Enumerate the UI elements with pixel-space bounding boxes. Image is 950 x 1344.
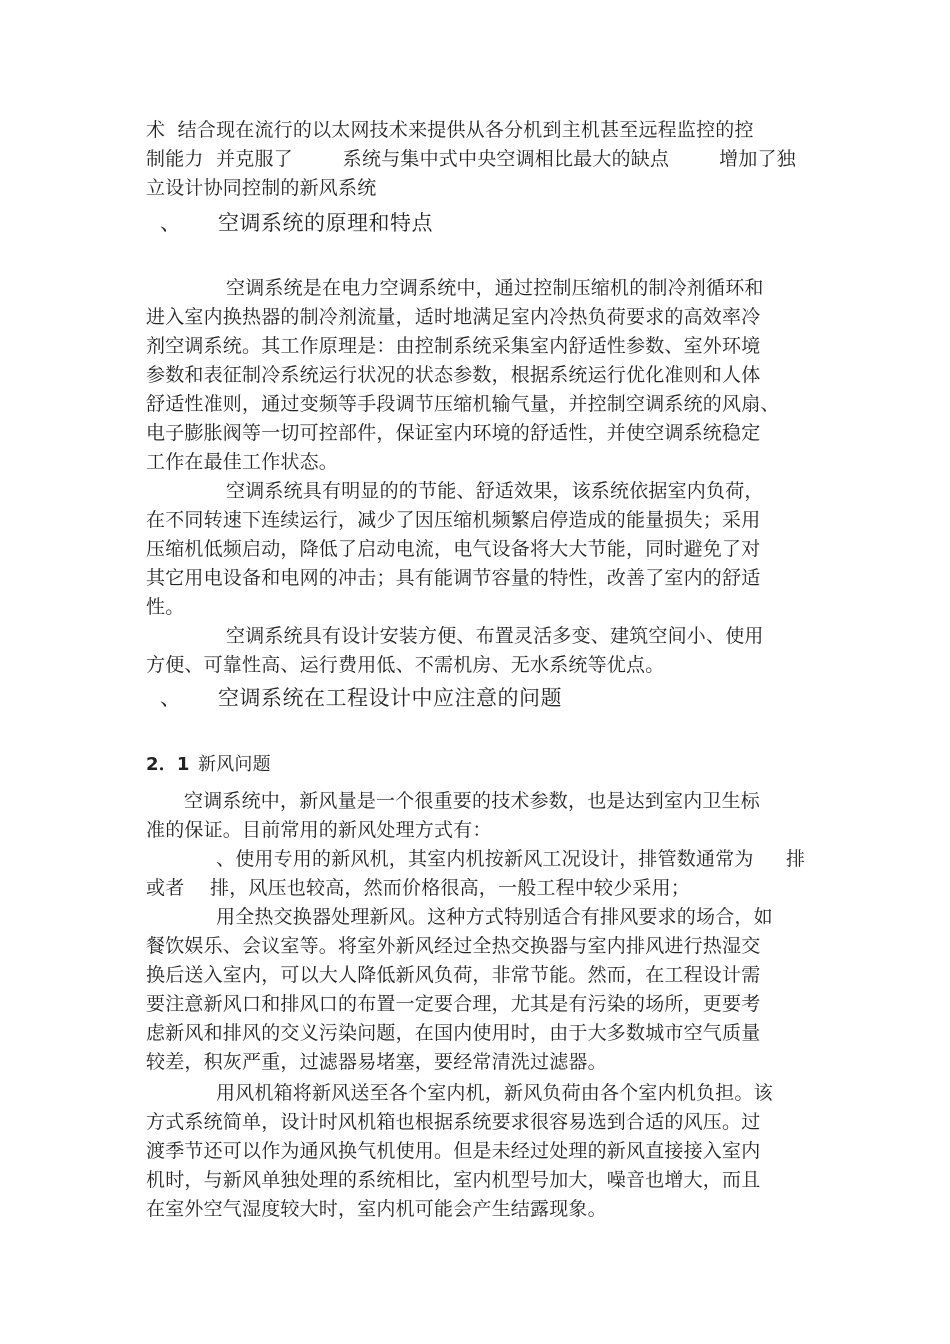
paragraph-line: 虑新风和排风的交义污染问题，在国内使用时，由于大多数城市空气质量 <box>146 1022 761 1044</box>
paragraph-line: 舒适性准则，通过变频等手段调节压缩机输气量，并控制空调系统的风扇、 <box>146 393 780 415</box>
section-number: 、 <box>160 211 182 235</box>
paragraph-line: 工作在最佳工作状态。 <box>146 451 339 473</box>
section-number: 、 <box>160 686 182 710</box>
section-heading: 空调系统的原理和特点 <box>218 211 433 235</box>
subsection-number: 2．1 <box>146 754 190 775</box>
paragraph-line: 准的保证。目前常用的新风处理方式有： <box>146 819 492 841</box>
paragraph-line: 方式系统简单，设计时风机箱也根据系统要求很容易选到合适的风压。过 <box>146 1111 761 1133</box>
subsection-heading: 新风问题 <box>198 754 271 775</box>
paragraph-line: 空调系统具有设计安装方便、布置灵活多变、建筑空间小、使用 <box>226 625 764 647</box>
paragraph-line: 用风机箱将新风送至各个室内机，新风负荷由各个室内机负担。该 <box>216 1082 773 1104</box>
section-heading: 空调系统在工程设计中应注意的问题 <box>218 686 562 710</box>
paragraph-line: 用全热交换器处理新风。这种方式特别适合有排风要求的场合，如 <box>216 906 773 928</box>
paragraph-line: 要注意新风口和排风口的布置一定要合理，尤其是有污染的场所，更要考 <box>146 993 761 1015</box>
list-item-line: 或者 <box>146 877 185 899</box>
paragraph-line: 进入室内换热器的制冷剂流量，适时地满足室内冷热负荷要求的高效率冷 <box>146 306 761 328</box>
paragraph-line: 在室外空气湿度较大时，室内机可能会产生结露现象。 <box>146 1198 607 1220</box>
paragraph-line: 剂空调系统。其工作原理是：由控制系统采集室内舒适性参数、室外环境 <box>146 335 761 357</box>
intro-line: 术 结合现在流行的以太网技术来提供从各分机到主机甚至远程监控的控 <box>146 119 754 141</box>
paragraph-line: 其它用电设备和电网的冲击；具有能调节容量的特性，改善了室内的舒适 <box>146 567 761 589</box>
paragraph-line: 空调系统是在电力空调系统中，通过控制压缩机的制冷剂循环和 <box>226 277 764 299</box>
paragraph-line: 性。 <box>146 596 185 618</box>
intro-line: 立设计协同控制的新风系统 <box>146 177 377 199</box>
paragraph-line: 电子膨胀阀等一切可控部件，保证室内环境的舒适性，并使空调系统稳定 <box>146 422 761 444</box>
paragraph-line: 餐饮娱乐、会议室等。将室外新风经过全热交换器与室内排风进行热湿交 <box>146 935 761 957</box>
paragraph-line: 空调系统中，新风量是一个很重要的技术参数，也是达到室内卫生标 <box>184 790 761 812</box>
paragraph-line: 参数和表征制冷系统运行状况的状态参数，根据系统运行优化准则和人体 <box>146 364 761 386</box>
paragraph-line: 空调系统具有明显的的节能、舒适效果，该系统依据室内负荷， <box>226 480 764 502</box>
paragraph-line: 方便、可靠性高、运行费用低、不需机房、无水系统等优点。 <box>146 654 665 676</box>
intro-line: 制能力 并克服了 系统与集中式中央空调相比最大的缺点 增加了独 <box>146 148 796 170</box>
paragraph-line: 在不同转速下连续运行，减少了因压缩机频繁启停造成的能量损失；采用 <box>146 509 761 531</box>
paragraph-line: 渡季节还可以作为通风换气机使用。但是未经过处理的新风直接接入室内 <box>146 1140 761 1162</box>
paragraph-line: 机时，与新风单独处理的系统相比，室内机型号加大，噪音也增大，而且 <box>146 1169 761 1191</box>
list-item-line: 排 <box>786 848 806 870</box>
paragraph-line: 较差，积灰严重，过滤器易堵塞，要经常清洗过滤器。 <box>146 1051 607 1073</box>
list-item-line: 、使用专用的新风机，其室内机按新风工况设计，排管数通常为 <box>216 848 754 870</box>
paragraph-line: 换后送入室内，可以大人降低新风负荷，非常节能。然而，在工程设计需 <box>146 964 761 986</box>
paragraph-line: 压缩机低频启动，降低了启动电流，电气设备将大大节能，同时避免了对 <box>146 538 761 560</box>
list-item-line: 排，风压也较高，然而价格很高，一般工程中较少采用； <box>210 877 691 899</box>
